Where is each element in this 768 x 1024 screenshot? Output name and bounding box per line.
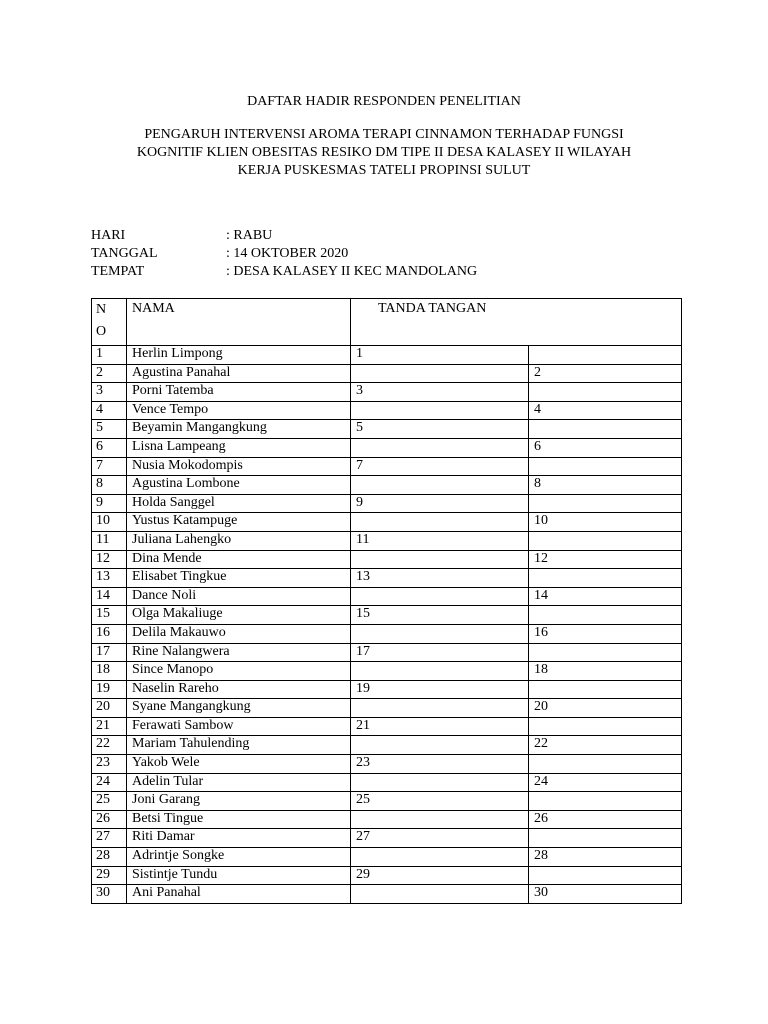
- row-name: Ferawati Sambow: [127, 717, 351, 736]
- signature-cell-empty: [351, 550, 529, 569]
- row-number: 19: [92, 680, 127, 699]
- table-row: [92, 624, 682, 643]
- signature-cell-empty: [529, 755, 682, 774]
- table-row: [92, 773, 682, 792]
- row-number: 28: [92, 848, 127, 867]
- meta-value: : RABU: [226, 228, 273, 243]
- header-name: NAMA: [127, 299, 351, 346]
- table-row: [92, 401, 682, 420]
- header-no: [92, 299, 127, 346]
- subtitle-line: KOGNITIF KLIEN OBESITAS RESIKO DM TIPE II DESA KALASEY II WILAYAH: [136, 145, 632, 160]
- row-number: 3: [92, 383, 127, 402]
- signature-cell: 3: [351, 383, 529, 402]
- row-number: 29: [92, 866, 127, 885]
- signature-cell-empty: [351, 810, 529, 829]
- signature-cell: 24: [529, 773, 682, 792]
- row-number: 5: [92, 420, 127, 439]
- signature-cell: 7: [351, 457, 529, 476]
- table-row: [92, 699, 682, 718]
- row-number: 13: [92, 569, 127, 588]
- table-row: [92, 531, 682, 550]
- table-row: [92, 755, 682, 774]
- table-row: [92, 587, 682, 606]
- signature-cell: 29: [351, 866, 529, 885]
- signature-cell-empty: [529, 643, 682, 662]
- meta-label: TANGGAL: [91, 246, 158, 261]
- meta-row-date: [91, 245, 477, 263]
- header-signature-label: TANDA TANGAN: [378, 301, 487, 316]
- table-row: [92, 680, 682, 699]
- table-row: [92, 792, 682, 811]
- signature-cell: 26: [529, 810, 682, 829]
- table-row: [92, 736, 682, 755]
- signature-cell-empty: [351, 513, 529, 532]
- row-number: 4: [92, 401, 127, 420]
- subtitle-line: KERJA PUSKESMAS TATELI PROPINSI SULUT: [237, 163, 531, 178]
- row-number: 6: [92, 438, 127, 457]
- table-row: [92, 513, 682, 532]
- row-name: Adelin Tular: [127, 773, 351, 792]
- signature-cell-empty: [529, 569, 682, 588]
- row-name: Beyamin Mangangkung: [127, 420, 351, 439]
- table-row: [92, 346, 682, 365]
- table-header-row: [92, 299, 682, 346]
- signature-cell-empty: [529, 494, 682, 513]
- table-row: [92, 550, 682, 569]
- row-name: Syane Mangangkung: [127, 699, 351, 718]
- table-row: [92, 717, 682, 736]
- table-row: [92, 364, 682, 383]
- signature-cell-empty: [351, 364, 529, 383]
- row-number: 12: [92, 550, 127, 569]
- document-title: DAFTAR HADIR RESPONDEN PENELITIAN: [247, 94, 521, 109]
- meta-info: [91, 227, 477, 281]
- signature-cell: 23: [351, 755, 529, 774]
- signature-cell-empty: [529, 531, 682, 550]
- signature-cell: 11: [351, 531, 529, 550]
- row-number: 24: [92, 773, 127, 792]
- signature-cell: 8: [529, 476, 682, 495]
- signature-cell-empty: [529, 457, 682, 476]
- signature-cell: 19: [351, 680, 529, 699]
- attendance-table: [91, 298, 682, 904]
- signature-cell: 15: [351, 606, 529, 625]
- row-number: 16: [92, 624, 127, 643]
- signature-cell-empty: [351, 587, 529, 606]
- table-row: [92, 643, 682, 662]
- table-row: [92, 476, 682, 495]
- signature-cell-empty: [529, 792, 682, 811]
- table-row: [92, 829, 682, 848]
- signature-cell-empty: [351, 699, 529, 718]
- signature-cell-empty: [529, 346, 682, 365]
- row-name: Sistintje Tundu: [127, 866, 351, 885]
- row-name: Nusia Mokodompis: [127, 457, 351, 476]
- table-row: [92, 457, 682, 476]
- row-name: Agustina Panahal: [127, 364, 351, 383]
- row-name: Yakob Wele: [127, 755, 351, 774]
- row-name: Ani Panahal: [127, 885, 351, 904]
- table-row: [92, 494, 682, 513]
- signature-cell-empty: [351, 736, 529, 755]
- table-row: [92, 383, 682, 402]
- meta-row-day: [91, 227, 477, 245]
- signature-cell-empty: [351, 773, 529, 792]
- table-row: [92, 810, 682, 829]
- signature-cell: 27: [351, 829, 529, 848]
- signature-cell: 30: [529, 885, 682, 904]
- signature-cell: 21: [351, 717, 529, 736]
- signature-cell: 28: [529, 848, 682, 867]
- row-name: Since Manopo: [127, 662, 351, 681]
- row-number: 18: [92, 662, 127, 681]
- row-number: 1: [92, 346, 127, 365]
- row-name: Adrintje Songke: [127, 848, 351, 867]
- signature-cell: 16: [529, 624, 682, 643]
- row-number: 25: [92, 792, 127, 811]
- row-name: Lisna Lampeang: [127, 438, 351, 457]
- row-name: Holda Sanggel: [127, 494, 351, 513]
- signature-cell-empty: [529, 420, 682, 439]
- signature-cell: 17: [351, 643, 529, 662]
- row-number: 14: [92, 587, 127, 606]
- meta-value: : 14 OKTOBER 2020: [226, 246, 349, 261]
- signature-cell: 1: [351, 346, 529, 365]
- signature-cell-empty: [351, 885, 529, 904]
- row-name: Herlin Limpong: [127, 346, 351, 365]
- table-row: [92, 885, 682, 904]
- signature-cell: 13: [351, 569, 529, 588]
- table-row: [92, 866, 682, 885]
- row-number: 22: [92, 736, 127, 755]
- row-name: Mariam Tahulending: [127, 736, 351, 755]
- meta-value: : DESA KALASEY II KEC MANDOLANG: [226, 264, 478, 279]
- signature-cell-empty: [351, 401, 529, 420]
- header-signature: [351, 299, 682, 346]
- row-name: Joni Garang: [127, 792, 351, 811]
- row-name: Agustina Lombone: [127, 476, 351, 495]
- row-number: 10: [92, 513, 127, 532]
- signature-cell: 22: [529, 736, 682, 755]
- signature-cell-empty: [529, 680, 682, 699]
- row-number: 8: [92, 476, 127, 495]
- row-name: Dance Noli: [127, 587, 351, 606]
- row-number: 11: [92, 531, 127, 550]
- row-number: 21: [92, 717, 127, 736]
- signature-cell: 25: [351, 792, 529, 811]
- signature-cell-empty: [529, 606, 682, 625]
- row-name: Rine Nalangwera: [127, 643, 351, 662]
- row-name: Yustus Katampuge: [127, 513, 351, 532]
- meta-label: TEMPAT: [91, 264, 145, 279]
- signature-cell-empty: [529, 717, 682, 736]
- signature-cell: 18: [529, 662, 682, 681]
- table-row: [92, 569, 682, 588]
- row-number: 27: [92, 829, 127, 848]
- row-number: 17: [92, 643, 127, 662]
- row-number: 26: [92, 810, 127, 829]
- row-name: Porni Tatemba: [127, 383, 351, 402]
- row-name: Elisabet Tingkue: [127, 569, 351, 588]
- row-name: Dina Mende: [127, 550, 351, 569]
- signature-cell-empty: [351, 438, 529, 457]
- signature-cell-empty: [529, 866, 682, 885]
- row-name: Olga Makaliuge: [127, 606, 351, 625]
- meta-label: HARI: [91, 228, 126, 243]
- signature-cell-empty: [351, 662, 529, 681]
- row-name: Vence Tempo: [127, 401, 351, 420]
- signature-cell: 9: [351, 494, 529, 513]
- signature-cell: 2: [529, 364, 682, 383]
- header-no-line: O: [96, 324, 107, 339]
- table-row: [92, 438, 682, 457]
- table-row: [92, 606, 682, 625]
- table-row: [92, 662, 682, 681]
- subtitle-line: PENGARUH INTERVENSI AROMA TERAPI CINNAMON TERHADAP FUNGSI: [144, 127, 624, 142]
- row-name: Betsi Tingue: [127, 810, 351, 829]
- signature-cell-empty: [351, 624, 529, 643]
- row-number: 15: [92, 606, 127, 625]
- signature-cell: 10: [529, 513, 682, 532]
- row-number: 7: [92, 457, 127, 476]
- signature-cell-empty: [351, 848, 529, 867]
- row-number: 9: [92, 494, 127, 513]
- signature-cell: 6: [529, 438, 682, 457]
- row-name: Juliana Lahengko: [127, 531, 351, 550]
- signature-cell: 12: [529, 550, 682, 569]
- signature-cell: 14: [529, 587, 682, 606]
- row-number: 23: [92, 755, 127, 774]
- row-name: Delila Makauwo: [127, 624, 351, 643]
- signature-cell-empty: [351, 476, 529, 495]
- meta-row-place: [91, 263, 477, 281]
- row-name: Naselin Rareho: [127, 680, 351, 699]
- header-no-line: N: [96, 302, 107, 317]
- signature-cell: 5: [351, 420, 529, 439]
- signature-cell-empty: [529, 383, 682, 402]
- table-row: [92, 848, 682, 867]
- table-row: [92, 420, 682, 439]
- row-number: 2: [92, 364, 127, 383]
- signature-cell: 4: [529, 401, 682, 420]
- row-name: Riti Damar: [127, 829, 351, 848]
- signature-cell: 20: [529, 699, 682, 718]
- document-subtitle: [60, 126, 708, 180]
- signature-cell-empty: [529, 829, 682, 848]
- row-number: 20: [92, 699, 127, 718]
- row-number: 30: [92, 885, 127, 904]
